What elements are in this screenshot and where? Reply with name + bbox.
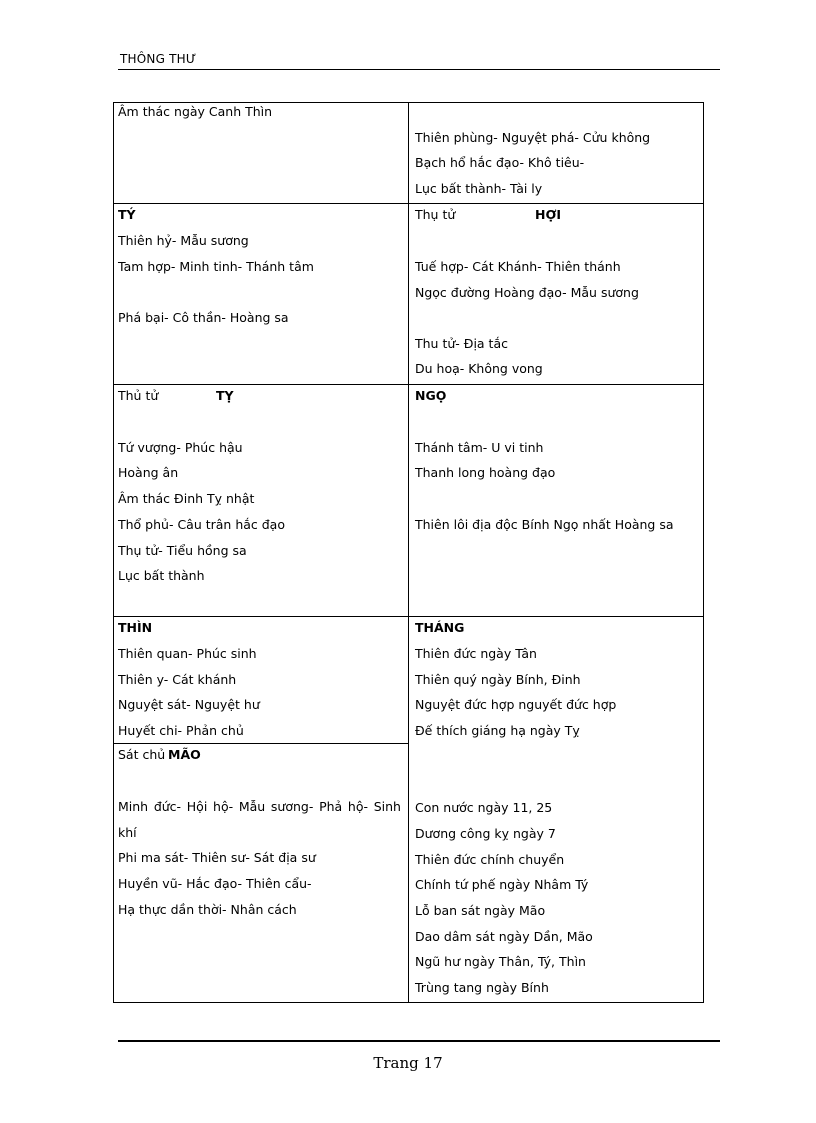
cell-ty-rat — [118, 203, 403, 384]
cell-line: Hoàng ân — [118, 465, 179, 480]
cell-line: Lục bất thành- Tài ly — [415, 181, 543, 196]
almanac-table — [113, 102, 704, 1003]
cell-line: Thiên lôi địa độc Bính Ngọ nhất Hoàng sa — [415, 517, 674, 532]
cell-line: Đế thích giáng hạ ngày Tỵ — [415, 723, 580, 738]
cell-canh-thin — [118, 102, 403, 203]
cell-line: Huyết chi- Phản chủ — [118, 723, 244, 738]
cell-line: Thanh long hoàng đạo — [415, 465, 556, 480]
running-header: THÔNG THƯ — [120, 52, 197, 66]
cell-prefix: Thụ tử — [415, 207, 456, 222]
cell-thin — [118, 616, 403, 743]
cell-upper-right — [415, 102, 700, 203]
table-divider-center — [408, 102, 409, 1003]
cell-hoi — [415, 203, 700, 384]
cell-line: Lục bất thành — [118, 568, 205, 583]
cell-line: Bạch hổ hắc đạo- Khô tiêu- — [415, 155, 585, 170]
cell-heading: THÁNG — [415, 620, 465, 635]
cell-heading: TÝ — [118, 207, 136, 222]
cell-prefix: Thủ tử — [118, 388, 159, 403]
cell-line: Thổ phủ- Câu trân hắc đạo — [118, 517, 285, 532]
cell-line: Phi ma sát- Thiên sư- Sát địa sư — [118, 850, 316, 865]
cell-line: Chính tứ phế ngày Nhâm Tý — [415, 877, 589, 892]
cell-line: Thiên quan- Phúc sinh — [118, 646, 257, 661]
cell-line: Thiên đức ngày Tân — [415, 646, 537, 661]
cell-line: Dương công kỵ ngày 7 — [415, 826, 556, 841]
header-rule — [118, 69, 720, 70]
cell-heading: NGỌ — [415, 388, 447, 403]
cell-paragraph-line: khí — [118, 825, 137, 840]
cell-line: Tuế hợp- Cát Khánh- Thiên thánh — [415, 259, 621, 274]
cell-line: Âm thác Đinh Tỵ nhật — [118, 491, 255, 506]
cell-line: Thiên y- Cát khánh — [118, 672, 237, 687]
table-border-right — [703, 102, 704, 1003]
cell-line: Thiên phùng- Nguyệt phá- Cửu không — [415, 130, 651, 145]
cell-line: Du hoạ- Không vong — [415, 361, 543, 376]
cell-line: Thiên đức chính chuyển — [415, 852, 565, 867]
cell-line: Dao dâm sát ngày Dần, Mão — [415, 929, 593, 944]
cell-heading: THÌN — [118, 620, 153, 635]
cell-prefix: Sát chủ — [118, 747, 166, 762]
cell-heading: MÃO — [168, 747, 201, 762]
cell-ti — [118, 384, 403, 616]
cell-line: Thiên hỷ- Mẫu sương — [118, 233, 249, 248]
cell-line: Tam hợp- Minh tinh- Thánh tâm — [118, 259, 314, 274]
cell-line: Lỗ ban sát ngày Mão — [415, 903, 546, 918]
cell-heading: TỴ — [216, 388, 234, 403]
cell-mao — [118, 743, 403, 1002]
cell-heading: HỢI — [535, 207, 562, 222]
cell-line: Con nước ngày 11, 25 — [415, 800, 553, 815]
cell-line: Thụ tử- Tiểu hồng sa — [118, 543, 247, 558]
cell-line: Thu tử- Địa tắc — [415, 336, 508, 351]
cell-line: Nguyệt đức hợp nguyết đức hợp — [415, 697, 617, 712]
cell-ngo — [415, 384, 700, 616]
cell-thang — [415, 616, 700, 1002]
cell-paragraph-line: Minh đức- Hội hộ- Mẫu sương- Phả hộ- Sinh — [118, 799, 401, 814]
footer-rule — [118, 1040, 720, 1042]
page-number: Trang 17 — [373, 1054, 443, 1072]
cell-line: Âm thác ngày Canh Thìn — [118, 104, 273, 119]
cell-line: Tứ vượng- Phúc hậu — [118, 440, 243, 455]
cell-line: Thiên quý ngày Bính, Đinh — [415, 672, 581, 687]
cell-line: Hạ thực dần thời- Nhân cách — [118, 902, 297, 917]
cell-line: Ngọc đường Hoàng đạo- Mẫu sương — [415, 285, 639, 300]
cell-line: Nguyệt sát- Nguyệt hư — [118, 697, 260, 712]
cell-line: Thánh tâm- U vi tinh — [415, 440, 544, 455]
cell-line: Phá bại- Cô thần- Hoàng sa — [118, 310, 289, 325]
table-border-left — [113, 102, 114, 1003]
cell-line: Ngũ hư ngày Thân, Tý, Thìn — [415, 954, 586, 969]
table-border-bottom — [113, 1002, 704, 1003]
cell-line: Trùng tang ngày Bính — [415, 980, 549, 995]
cell-line: Huyền vũ- Hắc đạo- Thiên cẩu- — [118, 876, 312, 891]
